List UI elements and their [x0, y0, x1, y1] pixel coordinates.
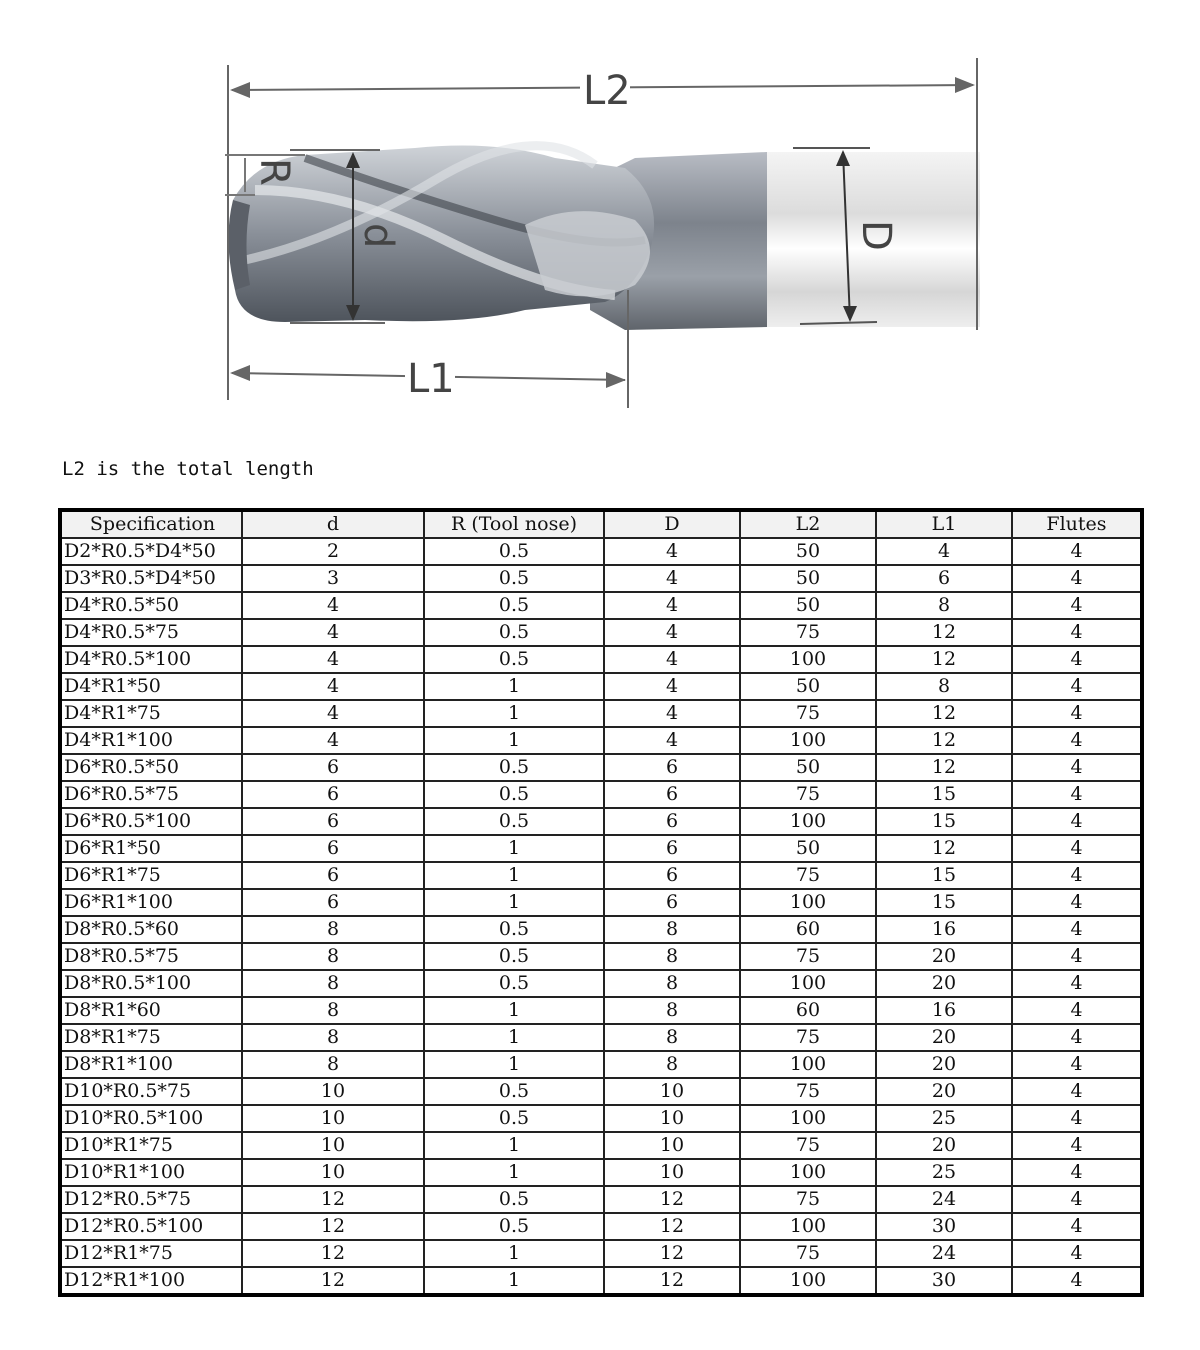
r-cell: 1 — [424, 1132, 604, 1159]
d-cell: 4 — [242, 646, 424, 673]
d-cell: 12 — [242, 1240, 424, 1267]
big-d-cell: 8 — [604, 1051, 740, 1078]
flutes-cell: 4 — [1012, 943, 1140, 970]
r-cell: 1 — [424, 1240, 604, 1267]
l1-cell: 8 — [876, 592, 1012, 619]
flutes-cell: 4 — [1012, 1078, 1140, 1105]
r-cell: 1 — [424, 1267, 604, 1293]
spec-cell: D8*R1*100 — [62, 1051, 242, 1078]
l2-cell: 75 — [740, 781, 876, 808]
header-specification: Specification — [62, 512, 242, 538]
spec-cell: D8*R1*75 — [62, 1024, 242, 1051]
big-d-cell: 6 — [604, 835, 740, 862]
table-row — [62, 970, 1140, 997]
table-row — [62, 1240, 1140, 1267]
r-cell: 0.5 — [424, 619, 604, 646]
flutes-cell: 4 — [1012, 754, 1140, 781]
l1-cell: 25 — [876, 1159, 1012, 1186]
spec-cell: D8*R0.5*60 — [62, 916, 242, 943]
table-row — [62, 1159, 1140, 1186]
big-d-cell: 4 — [604, 700, 740, 727]
l2-cell: 60 — [740, 997, 876, 1024]
flutes-cell: 4 — [1012, 592, 1140, 619]
r-cell: 0.5 — [424, 754, 604, 781]
l2-arrow-right — [955, 77, 975, 93]
header-big-d: D — [604, 512, 740, 538]
d-cell: 2 — [242, 538, 424, 565]
table-row — [62, 781, 1140, 808]
l1-cell: 20 — [876, 1051, 1012, 1078]
r-cell: 1 — [424, 727, 604, 754]
flutes-cell: 4 — [1012, 1051, 1140, 1078]
flutes-cell: 4 — [1012, 1159, 1140, 1186]
l2-cell: 75 — [740, 1024, 876, 1051]
big-d-cell: 8 — [604, 943, 740, 970]
r-cell: 0.5 — [424, 565, 604, 592]
total-length-note: L2 is the total length — [62, 458, 314, 480]
r-cell: 0.5 — [424, 970, 604, 997]
flutes-cell: 4 — [1012, 1186, 1140, 1213]
spec-cell: D4*R0.5*100 — [62, 646, 242, 673]
d-cell: 8 — [242, 1024, 424, 1051]
flutes-cell: 4 — [1012, 889, 1140, 916]
l2-cell: 100 — [740, 889, 876, 916]
big-d-cell: 12 — [604, 1240, 740, 1267]
big-d-cell: 10 — [604, 1159, 740, 1186]
l2-cell: 50 — [740, 565, 876, 592]
l2-cell: 50 — [740, 754, 876, 781]
l2-cell: 50 — [740, 592, 876, 619]
spec-cell: D4*R1*50 — [62, 673, 242, 700]
spec-cell: D8*R0.5*100 — [62, 970, 242, 997]
big-d-cell: 4 — [604, 646, 740, 673]
l1-cell: 12 — [876, 835, 1012, 862]
l1-cell: 20 — [876, 970, 1012, 997]
big-d-cell: 10 — [604, 1078, 740, 1105]
l1-cell: 15 — [876, 781, 1012, 808]
l2-cell: 75 — [740, 1186, 876, 1213]
l1-cell: 4 — [876, 538, 1012, 565]
l1-cell: 16 — [876, 916, 1012, 943]
l1-cell: 25 — [876, 1105, 1012, 1132]
d-cell: 6 — [242, 781, 424, 808]
r-cell: 0.5 — [424, 808, 604, 835]
big-d-cell: 6 — [604, 889, 740, 916]
spec-cell: D12*R1*75 — [62, 1240, 242, 1267]
table-row — [62, 1267, 1140, 1293]
spec-cell: D6*R1*75 — [62, 862, 242, 889]
l2-cell: 50 — [740, 835, 876, 862]
big-d-cell: 4 — [604, 592, 740, 619]
l1-cell: 12 — [876, 619, 1012, 646]
big-d-cell: 12 — [604, 1186, 740, 1213]
d-cell: 8 — [242, 943, 424, 970]
d-cell: 12 — [242, 1186, 424, 1213]
l2-arrow-left — [230, 82, 250, 98]
l2-cell: 75 — [740, 1240, 876, 1267]
r-cell: 0.5 — [424, 943, 604, 970]
d-cell: 3 — [242, 565, 424, 592]
table-row — [62, 1051, 1140, 1078]
flutes-cell: 4 — [1012, 808, 1140, 835]
spec-cell: D4*R1*100 — [62, 727, 242, 754]
big-d-cell: 6 — [604, 808, 740, 835]
spec-cell: D12*R1*100 — [62, 1267, 242, 1293]
flutes-cell: 4 — [1012, 646, 1140, 673]
spec-cell: D6*R1*100 — [62, 889, 242, 916]
l1-cell: 12 — [876, 646, 1012, 673]
big-d-cell: 10 — [604, 1132, 740, 1159]
flutes-cell: 4 — [1012, 1105, 1140, 1132]
l1-cell: 12 — [876, 727, 1012, 754]
header-l2: L2 — [740, 512, 876, 538]
spec-cell: D6*R0.5*75 — [62, 781, 242, 808]
table-row — [62, 646, 1140, 673]
r-label: R — [251, 158, 297, 186]
flute-facet — [525, 211, 650, 296]
table-body — [62, 538, 1140, 1293]
flutes-cell: 4 — [1012, 619, 1140, 646]
d-cell: 8 — [242, 1051, 424, 1078]
r-cell: 0.5 — [424, 1078, 604, 1105]
spec-cell: D4*R1*75 — [62, 700, 242, 727]
r-cell: 1 — [424, 862, 604, 889]
header-flutes: Flutes — [1012, 512, 1140, 538]
l1-cell: 24 — [876, 1240, 1012, 1267]
table-row — [62, 862, 1140, 889]
big-d-cell: 6 — [604, 781, 740, 808]
l1-arrow-right — [606, 372, 626, 388]
flutes-cell: 4 — [1012, 862, 1140, 889]
l1-cell: 15 — [876, 862, 1012, 889]
table-row — [62, 754, 1140, 781]
big-d-cell: 4 — [604, 565, 740, 592]
table-row — [62, 1024, 1140, 1051]
end-mill-diagram — [195, 40, 995, 460]
l1-cell: 20 — [876, 1078, 1012, 1105]
d-cell: 12 — [242, 1267, 424, 1293]
spec-cell: D10*R0.5*75 — [62, 1078, 242, 1105]
r-cell: 1 — [424, 835, 604, 862]
l1-cell: 6 — [876, 565, 1012, 592]
l2-cell: 100 — [740, 808, 876, 835]
l1-cell: 20 — [876, 943, 1012, 970]
l2-cell: 60 — [740, 916, 876, 943]
l2-cell: 100 — [740, 727, 876, 754]
spec-cell: D6*R0.5*50 — [62, 754, 242, 781]
table-row — [62, 808, 1140, 835]
big-d-label: D — [853, 220, 899, 251]
r-cell: 0.5 — [424, 916, 604, 943]
table-row — [62, 592, 1140, 619]
header-r: R (Tool nose) — [424, 512, 604, 538]
table-row — [62, 1186, 1140, 1213]
l1-cell: 30 — [876, 1213, 1012, 1240]
table-row — [62, 538, 1140, 565]
d-cell: 6 — [242, 835, 424, 862]
r-cell: 0.5 — [424, 538, 604, 565]
l2-cell: 50 — [740, 673, 876, 700]
table-row — [62, 916, 1140, 943]
l1-arrow-left — [230, 365, 250, 381]
spec-table-container — [58, 508, 1144, 1297]
big-d-cell: 8 — [604, 1024, 740, 1051]
d-cell: 8 — [242, 916, 424, 943]
big-d-cell: 12 — [604, 1267, 740, 1293]
d-cell: 4 — [242, 592, 424, 619]
l1-cell: 12 — [876, 754, 1012, 781]
l1-cell: 20 — [876, 1132, 1012, 1159]
table-row — [62, 700, 1140, 727]
r-cell: 0.5 — [424, 646, 604, 673]
spec-cell: D12*R0.5*100 — [62, 1213, 242, 1240]
table-row — [62, 1105, 1140, 1132]
l2-cell: 50 — [740, 538, 876, 565]
l1-cell: 15 — [876, 808, 1012, 835]
flutes-cell: 4 — [1012, 1213, 1140, 1240]
big-d-cell: 8 — [604, 916, 740, 943]
d-cell: 4 — [242, 700, 424, 727]
spec-cell: D6*R1*50 — [62, 835, 242, 862]
r-cell: 1 — [424, 1159, 604, 1186]
r-cell: 1 — [424, 997, 604, 1024]
table-row — [62, 619, 1140, 646]
spec-cell: D6*R0.5*100 — [62, 808, 242, 835]
spec-cell: D4*R0.5*50 — [62, 592, 242, 619]
d-cell: 4 — [242, 673, 424, 700]
table-row — [62, 1132, 1140, 1159]
l2-cell: 100 — [740, 1267, 876, 1293]
spec-cell: D2*R0.5*D4*50 — [62, 538, 242, 565]
header-d: d — [242, 512, 424, 538]
d-cell: 10 — [242, 1159, 424, 1186]
big-d-cell: 4 — [604, 673, 740, 700]
d-cell: 12 — [242, 1213, 424, 1240]
r-cell: 0.5 — [424, 1186, 604, 1213]
l1-label: L1 — [407, 356, 455, 402]
d-cell: 6 — [242, 889, 424, 916]
table-row — [62, 673, 1140, 700]
table-row — [62, 835, 1140, 862]
big-d-cell: 10 — [604, 1105, 740, 1132]
r-cell: 1 — [424, 700, 604, 727]
spec-cell: D8*R1*60 — [62, 997, 242, 1024]
l2-cell: 100 — [740, 1159, 876, 1186]
r-cell: 0.5 — [424, 781, 604, 808]
flutes-cell: 4 — [1012, 700, 1140, 727]
d-cell: 6 — [242, 862, 424, 889]
flutes-cell: 4 — [1012, 835, 1140, 862]
d-cell: 10 — [242, 1132, 424, 1159]
flutes-cell: 4 — [1012, 1132, 1140, 1159]
big-d-cell: 8 — [604, 970, 740, 997]
l1-cell: 15 — [876, 889, 1012, 916]
flutes-cell: 4 — [1012, 997, 1140, 1024]
r-cell: 1 — [424, 1024, 604, 1051]
l1-cell: 24 — [876, 1186, 1012, 1213]
r-cell: 0.5 — [424, 592, 604, 619]
flutes-cell: 4 — [1012, 1240, 1140, 1267]
d-cell: 10 — [242, 1078, 424, 1105]
r-cell: 1 — [424, 889, 604, 916]
flutes-cell: 4 — [1070, 1269, 1083, 1291]
l1-cell: 30 — [876, 1267, 1012, 1293]
big-d-cell: 12 — [604, 1213, 740, 1240]
r-cell: 1 — [424, 673, 604, 700]
d-cell: 4 — [242, 727, 424, 754]
spec-cell: D8*R0.5*75 — [62, 943, 242, 970]
l2-cell: 100 — [740, 1051, 876, 1078]
table-row — [62, 565, 1140, 592]
d-cell: 8 — [242, 970, 424, 997]
r-cell: 0.5 — [424, 1213, 604, 1240]
l2-label: L2 — [583, 68, 631, 114]
flutes-cell: 4 — [1012, 916, 1140, 943]
big-d-cell: 8 — [604, 997, 740, 1024]
l2-cell: 100 — [740, 970, 876, 997]
d-cell: 10 — [242, 1105, 424, 1132]
big-d-cell: 4 — [604, 538, 740, 565]
r-cell: 0.5 — [424, 1105, 604, 1132]
d-cell: 6 — [242, 808, 424, 835]
flutes-cell: 4 — [1012, 538, 1140, 565]
d-cell: 8 — [242, 997, 424, 1024]
l1-cell: 20 — [876, 1024, 1012, 1051]
big-d-cell: 6 — [604, 754, 740, 781]
table-row — [62, 889, 1140, 916]
spec-cell: D10*R1*75 — [62, 1132, 242, 1159]
l2-cell: 100 — [740, 1105, 876, 1132]
l2-cell: 75 — [740, 943, 876, 970]
flutes-cell: 4 — [1012, 970, 1140, 997]
l1-cell: 8 — [876, 673, 1012, 700]
header-l1: L1 — [876, 512, 1012, 538]
table-row — [62, 997, 1140, 1024]
table-header-row — [62, 512, 1140, 538]
big-d-cell: 6 — [604, 862, 740, 889]
spec-table — [62, 512, 1140, 1293]
spec-cell: D10*R0.5*100 — [62, 1105, 242, 1132]
big-d-cell: 4 — [604, 619, 740, 646]
table-row — [62, 943, 1140, 970]
l2-cell: 75 — [740, 619, 876, 646]
big-d-cell: 4 — [604, 727, 740, 754]
d-label: d — [355, 223, 401, 249]
spec-cell: D12*R0.5*75 — [62, 1186, 242, 1213]
flutes-cell: 4 — [1012, 781, 1140, 808]
table-row — [62, 727, 1140, 754]
spec-cell: D4*R0.5*75 — [62, 619, 242, 646]
table-row — [62, 1078, 1140, 1105]
l2-cell: 75 — [740, 862, 876, 889]
r-cell: 1 — [424, 1051, 604, 1078]
spec-cell: D3*R0.5*D4*50 — [62, 565, 242, 592]
flutes-cell: 4 — [1012, 727, 1140, 754]
l2-cell: 75 — [740, 1078, 876, 1105]
spec-cell: D10*R1*100 — [62, 1159, 242, 1186]
l2-cell: 75 — [740, 700, 876, 727]
l2-cell: 75 — [740, 1132, 876, 1159]
flutes-cell: 4 — [1012, 1024, 1140, 1051]
l1-cell: 12 — [876, 700, 1012, 727]
flutes-cell: 4 — [1012, 565, 1140, 592]
table-row — [62, 1213, 1140, 1240]
d-cell: 6 — [242, 754, 424, 781]
l2-cell: 100 — [740, 1213, 876, 1240]
d-cell: 4 — [242, 619, 424, 646]
flutes-cell: 4 — [1012, 673, 1140, 700]
l1-cell: 16 — [876, 997, 1012, 1024]
l2-cell: 100 — [740, 646, 876, 673]
